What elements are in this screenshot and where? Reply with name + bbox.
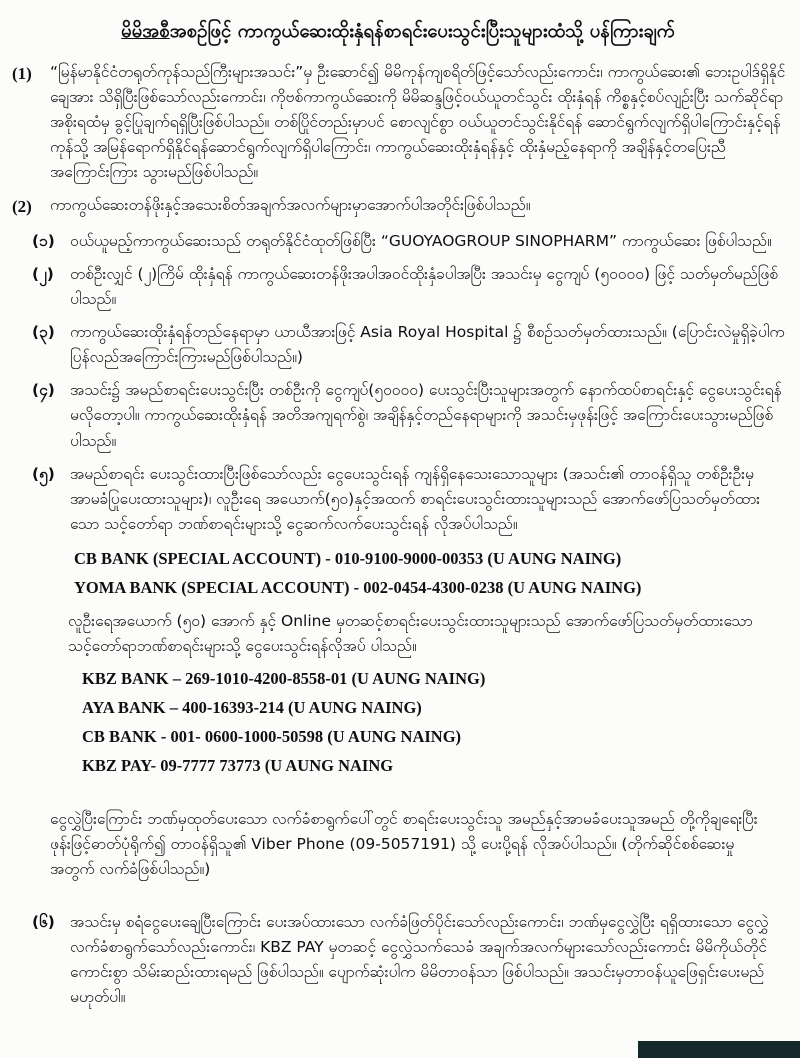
sub-item-1 [10,229,786,254]
sub-item-1-text: ဝယ်ယူမည့်ကာကွယ်ဆေးသည် တရုတ်နိုင်ငံထုတ်ဖြစ်ပြီး “GUOYAOGROUP SINOPHARM” ကာကွယ်ဆေး ဖြစ်ပါသည်။ [70,231,772,250]
sub-item-5 [10,462,786,537]
sub-item-3-text: ကာကွယ်ဆေးထိုးနှံရန်တည်နေရာမှာ ယာယီအားဖြင့် Asia Royal Hospital ၌ စီစဉ်သတ်မှတ်ထားသည်။ (ပြောင်းလဲမှုရှိခဲ့ပါက ပြန်လည်အကြောင်းကြားမည်ဖြစ်ပါသည်။) [70,323,785,367]
bank-account-list [82,665,786,781]
sub-item-4 [10,378,786,453]
transfer-receipt-note: ငွေလွှဲပြီးကြောင်း ဘဏ်မှထုတ်ပေးသော လက်ခံစာရွက်ပေါ်တွင် စာရင်းပေးသွင်းသူ အမည်နှင့်အာမခံပေးသူအမည် တို့ကိုချရေးပြီး ဖုန်းဖြင့်ဓာတ်ပုံရိုက်၍ တာဝန်ရှိသူ၏ Viber Phone (09-5057191) သို့ ပေးပို့ရန် လိုအပ်ပါသည်။ (တိုက်ဆိုင်စစ်ဆေးမှုအတွက် လက်ခံဖြစ်ပါသည်။) [50,809,758,878]
item-2-marker: (2) [12,197,32,217]
scan-corner-artifact [638,1041,800,1058]
sub-item-4-marker: (၄) [32,381,55,400]
item-6-text: အသင်းမှ စရံငွေပေးချေပြီးကြောင်း ပေးအပ်ထားသော လက်ခံဖြတ်ပိုင်းသော်လည်းကောင်း၊ ဘဏ်မှငွေလွှဲပြီး ရရှိထားသော ငွေလွှဲလက်ခံစာရွက်သော်လည်းကောင်း၊ KBZ PAY မှတဆင့် ငွေလွှဲသက်သေခံ အချက်အလက်များသော်လည်းကောင်း မိမိကိုယ်တိုင်ကောင်းစွာ သိမ်းဆည်းထားရမည် ဖြစ်ပါသည်။ ပျောက်ဆုံးပါက မိမိတာဝန်သာ ဖြစ်ပါသည်။ အသင်းမှတာဝန်ယူဖြေရှင်းပေးမည်မဟုတ်ပါ။ [70,912,769,1007]
sub-item-2 [10,262,786,312]
item-1 [10,60,786,186]
item-2 [10,193,786,221]
page-title-underlined: မိမိအစီ [121,21,170,42]
online-registration-note: လူဦးရေအယောက် (၅၀) အောက် နှင့် Online မှတဆင့်စာရင်းပေးသွင်းထားသူများသည် အောက်ဖော်ပြသတ်မှတ်ထားသောသင့်တော်ရာဘဏ်စာရင်းများသို့ ငွေပေးသွင်းရန်လိုအပ် ပါသည်။ [68,611,753,655]
sub-item-3 [10,320,786,370]
sub-item-4-text: အသင်း၌ အမည်စာရင်းပေးသွင်းပြီး တစ်ဦးကို ငွေကျပ်(၅၀၀၀၀) ပေးသွင်းပြီးသူများအတွက် နောက်ထပ်စာရင်းနှင့် ငွေပေးသွင်းရန်မလိုတော့ပါ။ ကာကွယ်ဆေးထိုးနှံရန် အတိအကျရက်စွဲ၊ အချိန်နှင့်တည်နေရာများကို အသင်းမှဖုန်းဖြင့် အကြောင်းပေးသွားမည်ဖြစ်ပါသည်။ [70,381,782,450]
bank-account-line: CB BANK (SPECIAL ACCOUNT) - 010-9100-9000-00353 (U AUNG NAING) [74,549,622,569]
bank-account-line: CB BANK - 001- 0600-1000-50598 (U AUNG NAING) [82,726,462,746]
bank-account-line: YOMA BANK (SPECIAL ACCOUNT) - 002-0454-4300-0238 (U AUNG NAING) [74,577,642,597]
sub-item-1-marker: (၁) [32,231,55,250]
special-account-list [74,545,786,603]
sub-item-2-marker: (၂) [32,264,54,283]
sub-item-2-text: တစ်ဦးလျှင် (၂)ကြိမ် ထိုးနှံရန် ကာကွယ်ဆေးတန်ဖိုးအပါအဝင်ထိုးနှံခပါအပြီး အသင်းမှ ငွေကျပ် (၅၀၀၀၀) ဖြင့် သတ်မှတ်မည်ဖြစ်ပါသည်။ [70,264,778,309]
bank-account-line: KBZ BANK – 269-1010-4200-8558-01 (U AUNG NAING) [82,669,486,688]
sub-item-3-marker: (၃) [32,323,55,342]
item-6-marker: (၆) [32,912,55,931]
sub-item-5-text: အမည်စာရင်း ပေးသွင်းထားပြီးဖြစ်သော်လည်း ငွေပေးသွင်းရန် ကျန်ရှိနေသေးသောသူများ (အသင်း၏ တာဝန်ရှိသူ တစ်ဦးဦးမှ အာမခံပြုပေးထားသူများ)၊ လူဦးရေ အယောက်(၅၀)နှင့်အထက် စာရင်းပေးသွင်းထားသူများသည် အောက်ဖော်ပြသတ်မှတ်ထားသော သင့်တော်ရာ ဘဏ်စာရင်းများသို့ ငွေဆက်လက်ပေးသွင်းရန် လိုအပ်ပါသည်။ [70,464,761,533]
item-6 [10,910,786,1010]
bank-account-line: AYA BANK – 400-16393-214 (U AUNG NAING) [82,697,422,717]
page-title-rest: အစဉ်ဖြင့် ကာကွယ်ဆေးထိုးနှံရန်စာရင်းပေးသွင်းပြီးသူများထံသို့ ပန်ကြားချက် [169,21,675,42]
item-1-marker: (1) [12,63,32,83]
item-1-text: “မြန်မာနိုင်ငံတရုတ်ကုန်သည်ကြီးများအသင်း”မှ ဦးဆောင်၍ မိမိကုန်ကျစရိတ်ဖြင့်သော်လည်းကောင်း၊ ကာကွယ်ဆေး၏ ဘေးဥပါဒ်ရှိနိုင်ချေအား သိရှိပြီးဖြစ်သော်လည်းကောင်း၊ ကိုဗစ်ကာကွယ်ဆေးကို မိမိဆန္ဒဖြင့်ဝယ်ယူတင်သွင်း ထိုးနှံရန် ကိစ္စနှင့်စပ်လျဉ်းပြီး သက်ဆိုင်ရာအစိုးရထံမှ ခွင့်ပြုချက်ရရှိပြီးဖြစ်ပါသည်။ တစ်ပြိုင်တည်းမှာပင် စောလျင်စွာ ဝယ်ယူတင်သွင်းနိုင်ရန် ဆောင်ရွက်လျက်ရှိပါကြောင်းနှင့်ရန်ကုန်သို့ အမြန်ရောက်ရှိနိုင်ရန်ဆောင်ရွက်လျက်ရှိပါကြောင်း၊ ကာကွယ်ဆေးထိုးနှံရန်နှင့် ထိုးနှံမည့်နေရာကို အချိန်နှင့်တပြေးညီအကြောင်းကြား သွားမည်ဖြစ်ပါသည်။ [50,62,786,182]
page-title [10,18,786,46]
item-2-text: ကာကွယ်ဆေးတန်ဖိုးနှင့်အသေးစိတ်အချက်အလက်များမှာအောက်ပါအတိုင်းဖြစ်ပါသည်။ [50,196,531,215]
sub-item-5-marker: (၅) [32,464,55,483]
bank-account-line: KBZ PAY- 09-7777 73773 (U AUNG NAING [82,755,394,775]
